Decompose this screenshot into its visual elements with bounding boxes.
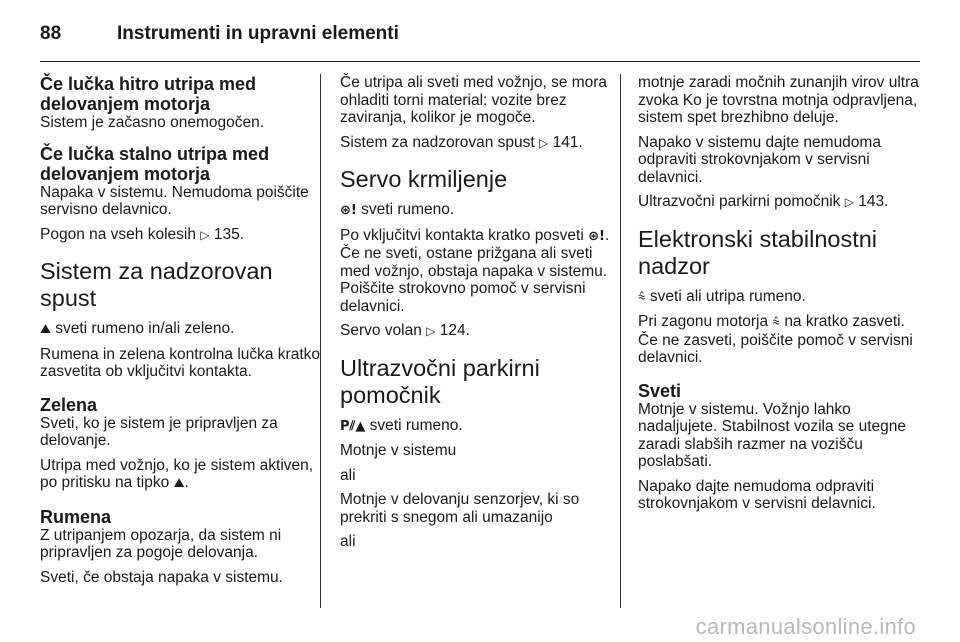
heading-steady-blink: Če lučka stalno utripa med delovanjem motorja: [40, 143, 270, 184]
esc-start-a: Pri zagonu motorja: [638, 313, 769, 330]
header-rule: [40, 61, 920, 62]
hill-ref-line: [340, 134, 625, 153]
text-fast-blink: Sistem je začasno onemogočen.: [40, 114, 265, 131]
heading-parking: Ultrazvočni parkirni pomočnik: [340, 354, 540, 408]
heading-on: Sveti: [638, 380, 682, 401]
heading-green: Zelena: [40, 394, 98, 415]
heading-yellow: Rumena: [40, 506, 112, 527]
col3-continuation: motnje zaradi močnih zunanjih virov ultra zvoka Ko je tovrstna motnja odpravljena, sistem spet brezhibno deluje.: [638, 74, 919, 126]
page-ref-arrow-icon: ▷: [200, 227, 210, 242]
parking-text-2: Motnje v delovanju senzorjev, ki so prekriti s snegom ali umazanijo: [340, 491, 580, 526]
esc-icon-text: sveti ali utripa rumeno.: [649, 287, 806, 305]
page-ref-arrow-icon: ▷: [426, 324, 436, 338]
servo-ref-text: Servo volan: [340, 322, 422, 339]
esc-icon-line: [638, 288, 923, 307]
col2-continuation: Če utripa ali sveti med vožnjo, se mora ohladiti torni material: vozite brez zaviranja, kolikor je mogoče.: [340, 74, 608, 126]
awd-ref-line: [40, 226, 325, 245]
column-divider-1: [320, 74, 321, 608]
page-header: [40, 14, 920, 54]
power-steering-warning-icon: ⊛!: [588, 228, 605, 244]
parking-icon-text: sveti rumeno.: [369, 416, 463, 434]
chapter-title: Instrumenti in upravni elementi: [117, 23, 399, 44]
column-divider-2: [620, 74, 621, 608]
esc-start: [638, 313, 923, 367]
green-text-2: Utripa med vožnjo, ko je sistem aktiven, po pritisku na tipko: [40, 456, 314, 491]
on-text: Motnje v sistemu. Vožnjo lahko nadaljujete. Stabilnost vozila se utegne zaradi slabših razmer na vozišču poslabšati.: [638, 400, 906, 470]
servo-ref-page[interactable]: 124.: [439, 322, 470, 339]
awd-ref-page[interactable]: 135.: [213, 225, 244, 243]
heading-esc: Elektronski stabilnostni nadzor: [638, 225, 878, 279]
hill-descent-icon: ⛰: [40, 322, 51, 337]
hill-ref-text: Sistem za nadzorovan spust: [340, 133, 535, 151]
parking-or-1: ali: [340, 466, 356, 484]
power-steering-warning-icon: ⊛!: [340, 203, 357, 218]
column-1: [40, 74, 325, 593]
esc-icon: ⩯: [772, 315, 780, 330]
hill-icon-line: [40, 320, 325, 339]
servo-icon-text: sveti rumeno.: [361, 201, 455, 218]
watermark: carmanualsonline.info: [695, 614, 916, 639]
column-2: [340, 74, 625, 558]
hill-descent-icon: ⛰: [173, 476, 185, 491]
column-3: [638, 74, 923, 520]
parking-ref-page[interactable]: 143.: [858, 193, 889, 210]
parking-text-1: Motnje v sistemu: [340, 442, 457, 459]
hill-ref-page[interactable]: 141.: [552, 133, 583, 151]
servo-icon-line: [340, 201, 625, 220]
hill-icon-text: sveti rumeno in/ali zeleno.: [55, 320, 235, 337]
servo-ref-line: [340, 322, 625, 341]
text-steady-blink: Napaka v sistemu. Nemudoma poiščite servisno delavnico.: [40, 183, 309, 218]
hill-desc: Rumena in zelena kontrolna lučka kratko zasvetita ob vključitvi kontakta.: [40, 345, 321, 380]
green-text-2-line: Utripa med vožnjo, ko je sistem aktiven, po pritisku na tipko ⛰.: [40, 456, 314, 491]
heading-servo: Servo krmiljenje: [340, 166, 508, 192]
servo-desc-a: Po vključitvi kontakta kratko posveti: [340, 226, 584, 244]
green-text-1: Sveti, ko je sistem je pripravljen za delovanje.: [40, 414, 278, 449]
parking-ref-text: Ultrazvočni parkirni pomočnik: [638, 193, 841, 210]
page-number: 88: [40, 23, 62, 44]
col3-fault: Napako v sistemu dajte nemudoma odpraviti strokovnjakom v servisni delavnici.: [638, 133, 881, 186]
servo-desc: [340, 227, 625, 316]
heading-hill-descent: Sistem za nadzorovan spust: [40, 258, 273, 311]
awd-ref-text: Pogon na vseh kolesih: [40, 225, 196, 243]
on-fault-text: Napako dajte nemudoma odpraviti strokovnjakom v servisni delavnici.: [638, 477, 876, 512]
parking-ref-line: [638, 193, 923, 212]
parking-or-2: ali: [340, 533, 356, 550]
page-ref-arrow-icon: ▷: [539, 135, 549, 150]
parking-assist-icon: P⫽▲: [340, 418, 366, 434]
esc-icon: ⩯: [638, 289, 646, 305]
yellow-text-1: Z utripanjem opozarja, da sistem ni pripravljen za pogoje delovanja.: [40, 526, 282, 561]
heading-fast-blink: Če lučka hitro utripa med delovanjem motorja: [40, 74, 257, 114]
esc-start-b: na kratko zasveti. Če ne zasveti, poiščite pomoč v servisni delavnici.: [638, 313, 913, 366]
yellow-text-2: Sveti, če obstaja napaka v sistemu.: [40, 568, 283, 586]
servo-desc-b: . Če ne sveti, ostane prižgana ali sveti med vožnjo, obstaja napaka v sistemu. Poiščite strokovno pomoč v servisni delavnici.: [340, 226, 610, 315]
parking-icon-line: [340, 417, 625, 436]
page-ref-arrow-icon: ▷: [844, 195, 854, 209]
